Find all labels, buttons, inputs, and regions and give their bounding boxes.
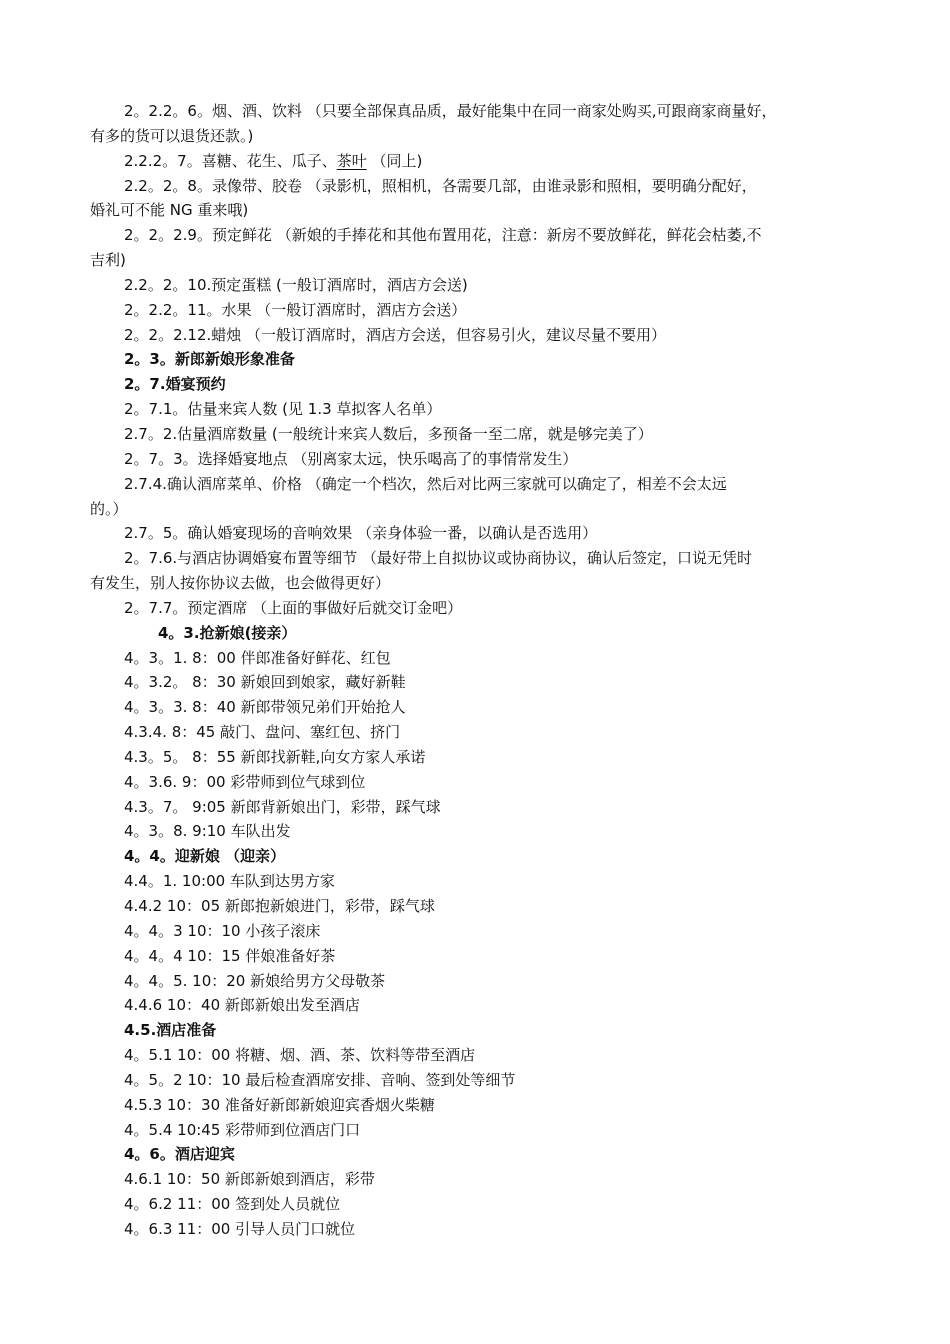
section-heading: 4。4。迎新娘 （迎亲） [124,847,286,866]
text-line: 4.3。5。 8：55 新郎找新鞋,向女方家人承诺 [124,747,426,766]
text-line: 2。7。3。选择婚宴地点 （别离家太远，快乐喝高了的事情常发生） [124,449,578,468]
text-line: 4.6.1 10：50 新郎新娘到酒店，彩带 [124,1170,375,1189]
text-line: 4。3。3. 8：40 新郎带领兄弟们开始抢人 [124,698,406,717]
text-line: 4。5.1 10：00 将糖、烟、酒、茶、饮料等带至酒店 [124,1046,476,1065]
text-line: 吉利) [90,251,126,270]
text-line: 4。4。4 10：15 伴娘准备好茶 [124,946,336,965]
section-heading: 2。3。新郎新娘形象准备 [124,350,295,369]
text-line: 4.3.4. 8：45 敲门、盘问、塞红包、挤门 [124,723,401,742]
text-line: 4.4。1. 10:00 车队到达男方家 [124,872,335,891]
text-line: 4。3.6. 9：00 彩带师到位气球到位 [124,772,366,791]
text-line: 4.4.6 10：40 新郎新娘出发至酒店 [124,996,360,1015]
text-line: 的。） [90,499,128,518]
text-line: 2。7.6.与酒店协调婚宴布置等细节 （最好带上自拟协议或协商协议，确认后签定，口说无凭时 [124,549,752,568]
document-body [90,99,870,1242]
text-line: 有多的货可以退货还款。) [90,126,254,145]
text-line: 4。3。8. 9:10 车队出发 [124,822,291,841]
section-heading: 4。3.抢新娘(接亲） [158,623,297,642]
text-segment: （同上) [366,151,423,170]
text-line: 4。4。5. 10：20 新娘给男方父母敬茶 [124,971,386,990]
text-line: 2.2。2。8。录像带、胶卷 （录影机，照相机，各需要几部，由谁录影和照相，要明确分配好， [124,176,757,195]
text-line: 2。2。2.12.蜡烛 （一般订酒席时，酒店方会送，但容易引火，建议尽量不要用） [124,325,667,344]
text-line: 4。5.4 10:45 彩带师到位酒店门口 [124,1120,361,1139]
text-line: 2.2。2。10.预定蛋糕 (一般订酒席时，酒店方会送) [124,275,468,294]
text-line: 有发生，别人按你协议去做，也会做得更好） [90,574,391,593]
text-line: 4。6.2 11：00 签到处人员就位 [124,1195,341,1214]
underlined-word: 茶叶 [336,151,367,170]
text-line: 2。2.2。6。烟、酒、饮料 （只要全部保真品质，最好能集中在同一商家处购买,可跟商家商量好， [124,102,777,120]
text-line: 2.7。5。确认婚宴现场的音响效果 （亲身体验一番，以确认是否选用） [124,524,598,543]
text-line: 2.7。2.估量酒席数量 (一般统计来宾人数后，多预备一至二席，就是够完美了） [124,424,653,443]
section-heading: 4。6。酒店迎宾 [124,1145,235,1164]
text-line: 4。3.2。 8：30 新娘回到娘家，藏好新鞋 [124,673,406,692]
text-line: 4.3。7。 9:05 新郎背新娘出门，彩带，踩气球 [124,797,441,816]
text-line: 4。3。1. 8：00 伴郎准备好鲜花、红包 [124,648,391,667]
text-line: 婚礼可不能 NG 重来哦) [90,201,249,220]
text-line: 4.4.2 10：05 新郎抱新娘进门，彩带，踩气球 [124,897,435,915]
text-line: 2。2。2.9。预定鲜花 （新娘的手捧花和其他布置用花，注意：新房不要放鲜花，鲜花会枯萎,不 [124,226,762,245]
text-line: 4。5。2 10：10 最后检查酒席安排、音响、签到处等细节 [124,1070,516,1089]
text-line: 4.5.3 10：30 准备好新郎新娘迎宾香烟火柴糖 [124,1095,435,1114]
text-line: 4。6.3 11：00 引导人员门口就位 [124,1219,356,1238]
text-line: 2.7.4.确认酒席菜单、价格 （确定一个档次，然后对比两三家就可以确定了，相差不会太远 [124,474,727,493]
text-line: 4。4。3 10：10 小孩子滚床 [124,921,321,940]
text-line [90,149,870,174]
text-line: 2。7.1。估量来宾人数 (见 1.3 草拟客人名单） [124,400,442,419]
section-heading: 4.5.酒店准备 [124,1021,217,1040]
text-line: 2。7.7。预定酒席 （上面的事做好后就交订金吧） [124,598,463,617]
section-heading: 2。7.婚宴预约 [124,375,226,394]
text-segment: 2.2.2。7。喜糖、花生、瓜子、 [124,151,337,170]
text-line: 2。2.2。11。水果 （一般订酒席时，酒店方会送） [124,300,467,319]
